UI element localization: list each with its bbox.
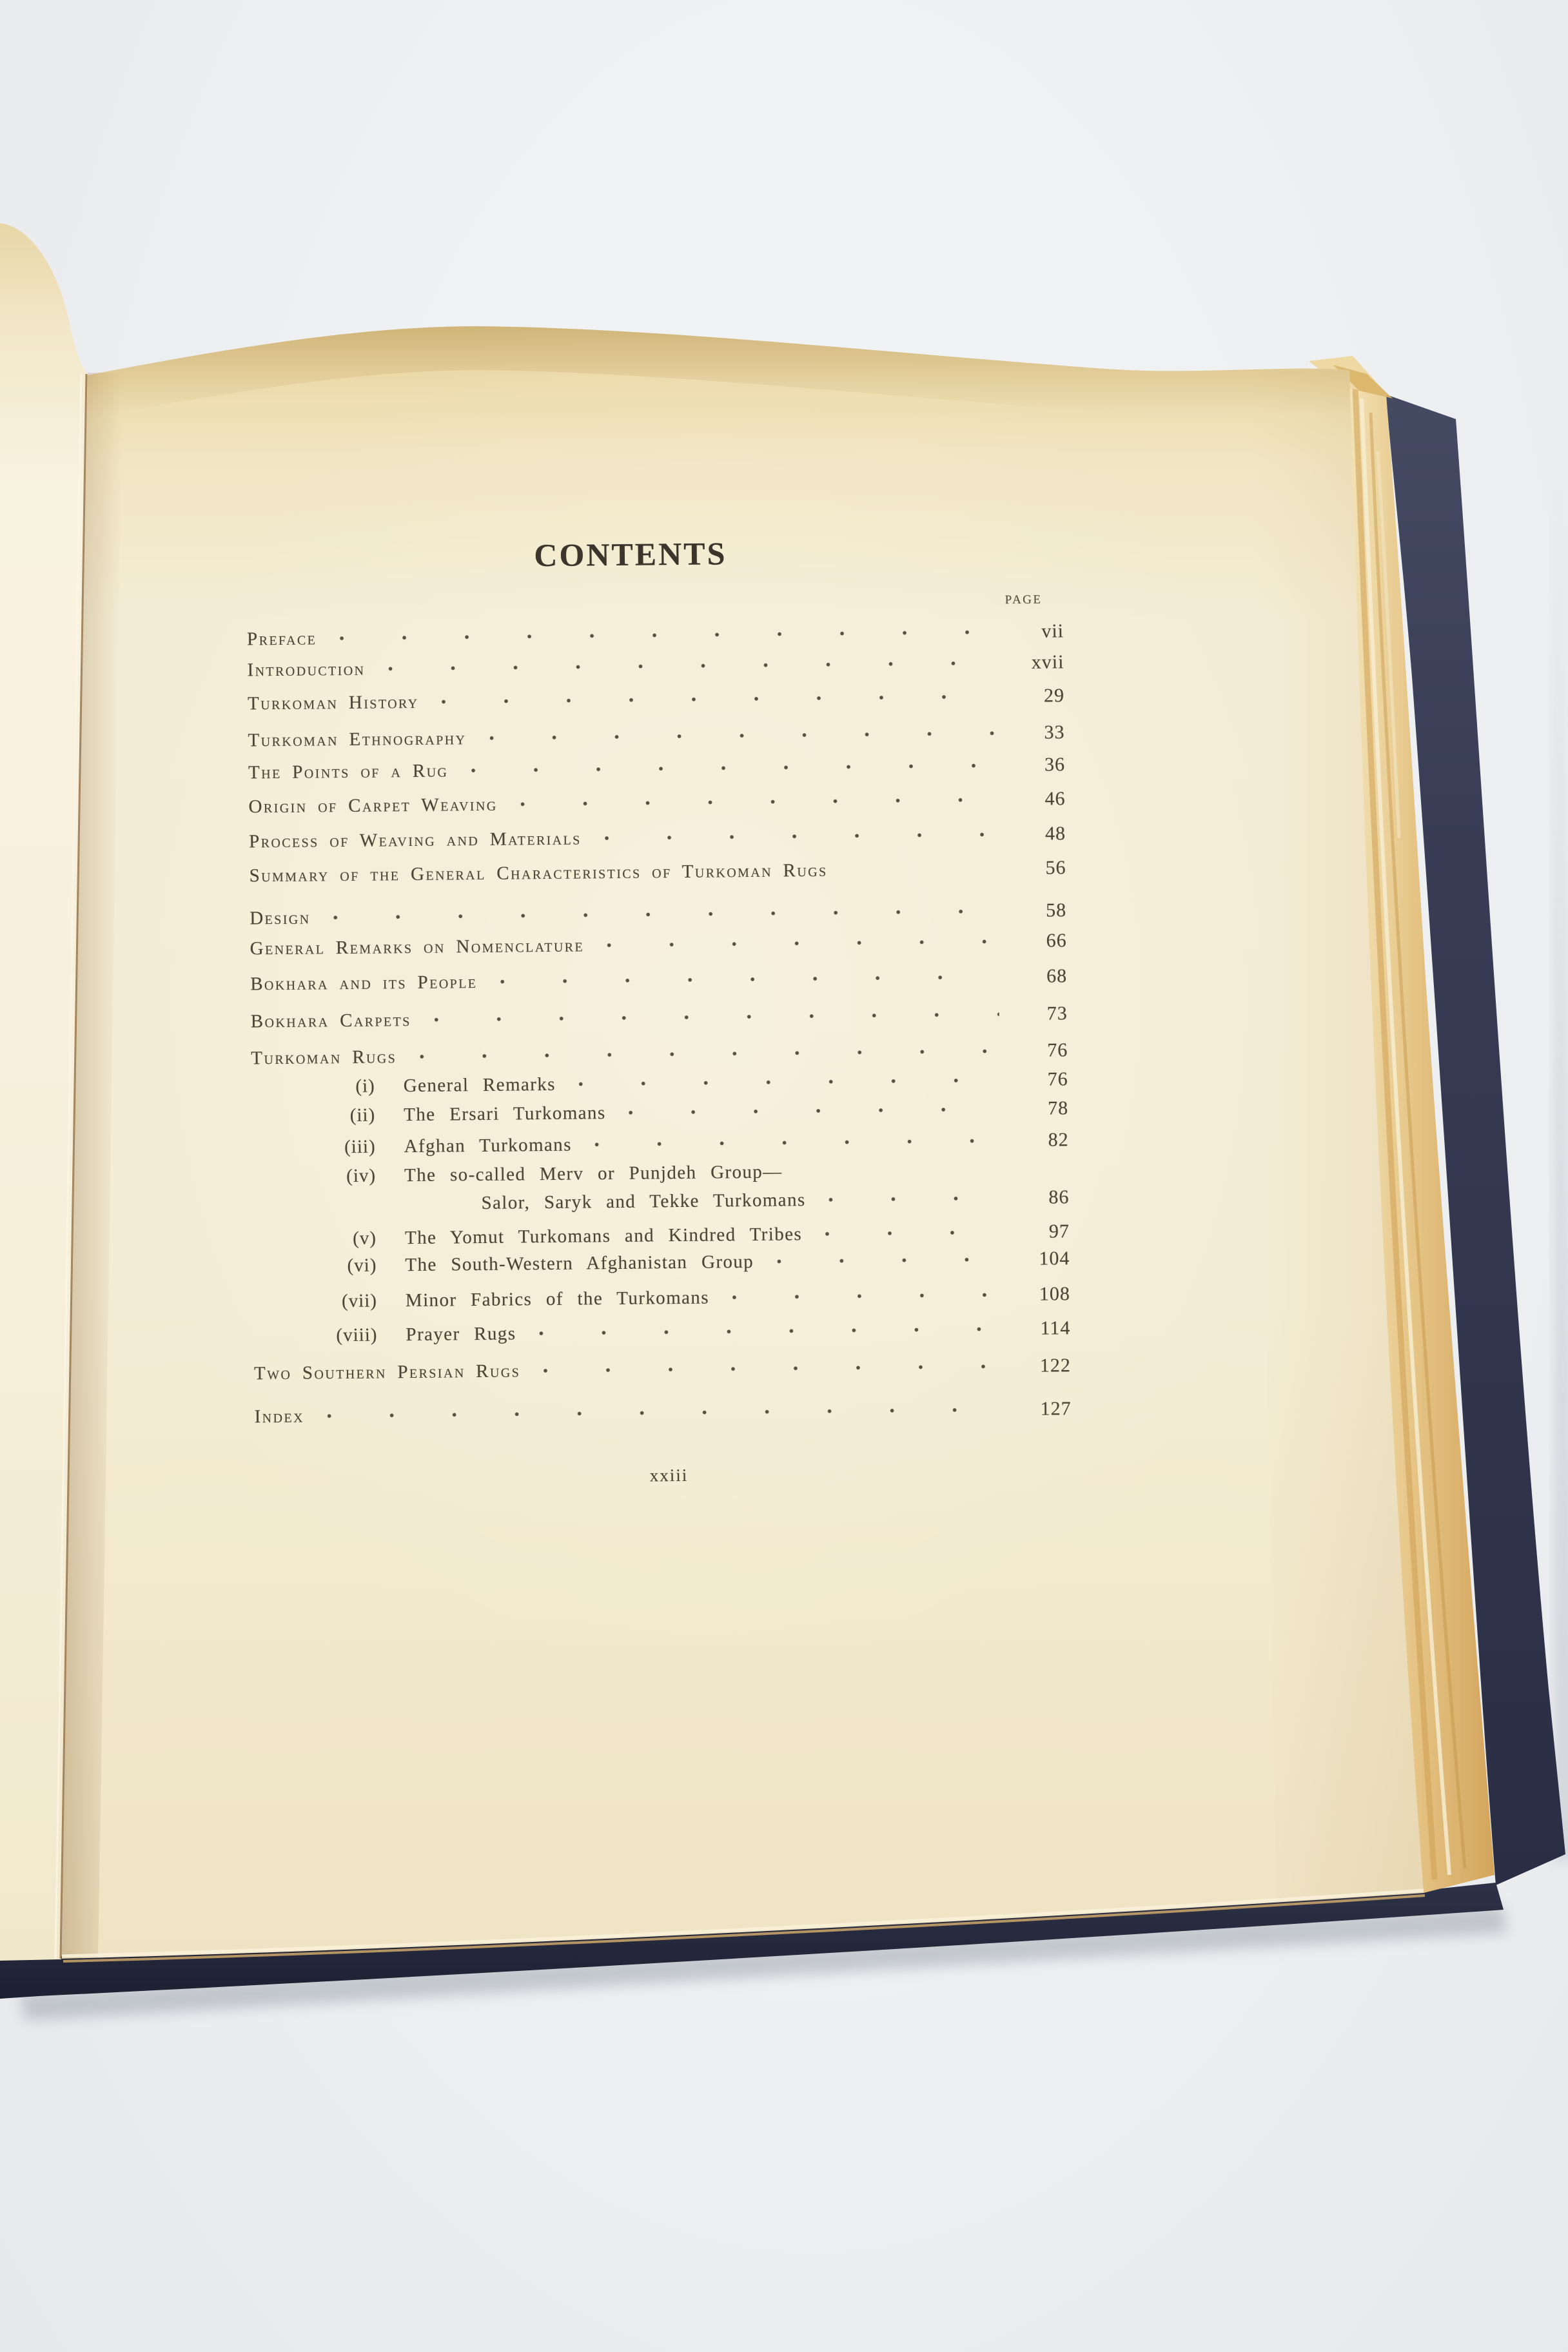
leader-dots [850, 865, 997, 874]
toc-entry-page: 48 [1044, 823, 1066, 845]
toc-entry-page: 56 [1045, 857, 1066, 879]
toc-entry [249, 856, 1066, 887]
page-column-label: PAGE [1004, 593, 1043, 607]
toc-entry-label: Index [254, 1406, 305, 1427]
leader-dots [435, 1010, 999, 1023]
toc-entry [254, 1354, 1071, 1385]
toc-entry [247, 651, 1064, 681]
toc-entry-page: 33 [1044, 721, 1065, 743]
leader-dots [829, 1194, 1001, 1204]
leader-dots [333, 907, 998, 921]
toc-subentry [253, 1247, 1070, 1278]
toc-entry-label: Preface [246, 628, 317, 650]
toc-entry-page: xvii [1031, 651, 1064, 673]
toc-subentry-numeral: (v) [353, 1228, 377, 1249]
toc-entry-label: Summary of the General Characteristics of Turkoman Rugs [249, 859, 828, 887]
toc-entry [247, 620, 1064, 651]
toc-entry [250, 899, 1066, 930]
toc-entry-page: vii [1041, 620, 1064, 642]
toc-entry [250, 965, 1067, 995]
toc-subentry-numeral: (iv) [346, 1165, 377, 1186]
leader-dots [544, 1362, 1003, 1375]
leader-dots [595, 1137, 1001, 1148]
toc-entry-page: 68 [1046, 965, 1068, 987]
leader-dots [539, 1325, 1002, 1337]
toc-entry-page: 73 [1046, 1003, 1068, 1024]
leader-dots [825, 1228, 1001, 1238]
toc-entry [250, 929, 1067, 960]
toc-entry-label: Turkoman History [247, 691, 419, 714]
toc-entry-label: Process of Weaving and Materials [248, 828, 582, 852]
toc-entry-page: 78 [1047, 1097, 1069, 1119]
toc-subentry [251, 1128, 1068, 1159]
toc-entry-page: 108 [1039, 1283, 1071, 1305]
toc-entry-page: 36 [1044, 754, 1066, 776]
toc-entry [249, 822, 1066, 853]
toc-entry-page: 46 [1044, 788, 1066, 810]
toc-entry [251, 1039, 1068, 1070]
toc-subentry-numeral: (ii) [349, 1104, 376, 1126]
toc-subentry [251, 1097, 1068, 1128]
toc-entry-page: 76 [1047, 1039, 1068, 1061]
toc-subentry-continuation [252, 1186, 1069, 1217]
toc-entry-page: 58 [1046, 899, 1067, 921]
toc-entry-label: Bokhara Carpets [250, 1010, 411, 1032]
toc-entry-page: 122 [1039, 1355, 1072, 1377]
toc-entry-label: Salor, Saryk and Tekke Turkomans [481, 1190, 806, 1213]
toc-subentry [253, 1282, 1070, 1313]
toc-entry [248, 721, 1064, 752]
toc-entry-label: The so-called Merv or Punjdeh Group— [404, 1161, 783, 1186]
leader-dots [420, 1047, 999, 1061]
toc-entry-page: 76 [1047, 1068, 1068, 1090]
toc-entry-label: The Points of a Rug [248, 760, 449, 783]
toc-entry-label: General Remarks [403, 1073, 556, 1097]
toc-entry-label: Turkoman Rugs [251, 1046, 397, 1069]
leader-dots [500, 973, 999, 985]
toc-entry-label: The Ersari Turkomans [404, 1102, 606, 1126]
leader-dots [579, 1076, 1000, 1088]
leader-dots [442, 692, 996, 705]
toc-subentry [251, 1068, 1068, 1099]
leader-dots [471, 761, 997, 774]
toc-subentry [253, 1317, 1070, 1348]
toc-subentry-numeral [253, 1210, 377, 1211]
toc-entry [254, 1397, 1071, 1428]
toc-subentry [253, 1220, 1070, 1251]
leader-dots [629, 1105, 1000, 1117]
leader-dots [607, 937, 999, 949]
leader-dots [806, 1166, 1001, 1175]
leader-dots [388, 659, 995, 672]
toc-entry [248, 684, 1064, 715]
toc-entry-page: 127 [1040, 1398, 1072, 1420]
toc-entry-label: Minor Fabrics of the Turkomans [405, 1287, 710, 1311]
toc-entry-page: 66 [1046, 930, 1067, 952]
leader-dots [328, 1406, 1003, 1420]
toc-entry-label: Two Southern Persian Rugs [253, 1360, 521, 1384]
toc-entry-label: General Remarks on Nomenclature [250, 935, 585, 959]
toc-subentry-numeral: (viii) [336, 1324, 378, 1346]
toc-entry-label: Afghan Turkomans [404, 1134, 572, 1157]
folio-page-number: xxiii [649, 1465, 689, 1485]
toc-subentry-numeral: (i) [355, 1075, 375, 1097]
toc-subentry-numeral: (vii) [341, 1290, 378, 1312]
toc-entry-label: The Yomut Turkomans and Kindred Tribes [404, 1224, 803, 1249]
toc-entry-label: The South-Western Afghanistan Group [405, 1251, 754, 1276]
toc-subentry-numeral: (iii) [344, 1136, 376, 1158]
toc-entry-label: Turkoman Ethnography [248, 728, 467, 751]
page-title: CONTENTS [534, 535, 727, 574]
leader-dots [777, 1255, 1001, 1265]
toc-entry [248, 753, 1065, 784]
toc-entry [251, 1002, 1068, 1033]
toc-entry-page: 97 [1048, 1220, 1070, 1242]
toc-entry-page: 82 [1048, 1129, 1069, 1151]
toc-entry-page: 104 [1039, 1248, 1070, 1269]
toc-entry-label: Origin of Carpet Weaving [248, 794, 498, 818]
leader-dots [521, 796, 997, 808]
toc-entry-label: Prayer Rugs [406, 1323, 516, 1346]
toc-entry-label: Bokhara and its People [250, 972, 478, 995]
leader-dots [732, 1291, 1002, 1301]
leader-dots [605, 830, 998, 842]
toc-entry-label: Design [250, 907, 311, 929]
toc-entry-page: 29 [1043, 685, 1065, 707]
toc-entry-page: 86 [1048, 1186, 1070, 1208]
leader-dots [489, 729, 996, 742]
toc-subentry [252, 1157, 1069, 1188]
toc-entry [248, 787, 1065, 818]
toc-entry-page: 114 [1040, 1317, 1071, 1339]
toc-entry-label: Introduction [247, 658, 366, 681]
toc-subentry-numeral: (vi) [347, 1255, 377, 1276]
leader-dots [340, 628, 995, 642]
